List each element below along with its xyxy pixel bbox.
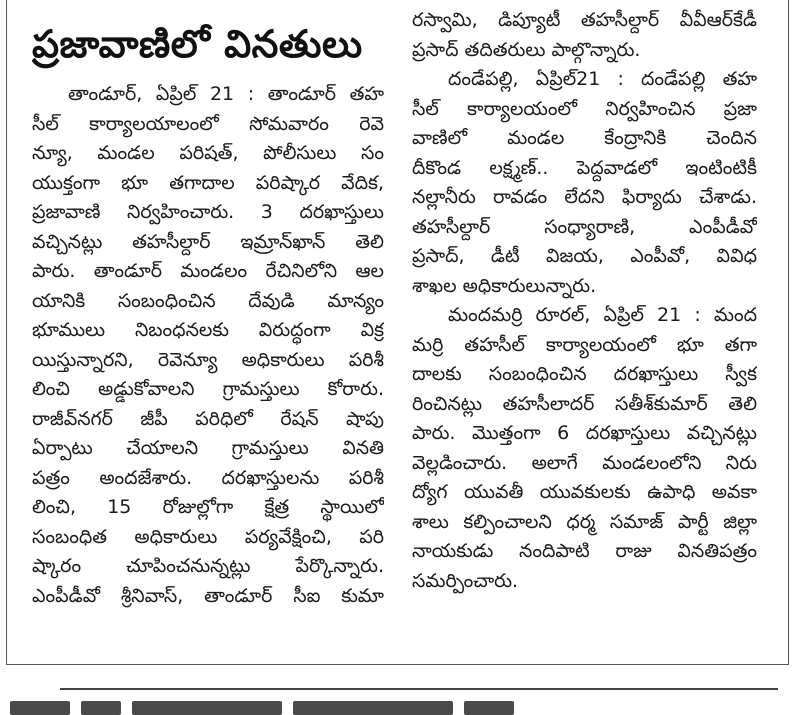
text-line: ప్రజావాణి నిర్వహించారు. 3 దరఖాస్తులు [32, 201, 384, 223]
text-line: న్యూ, మండల పరిషత్, పోలీసులు సం [32, 142, 384, 164]
cut-off-glyphs [293, 701, 453, 715]
cut-off-glyphs [10, 701, 70, 715]
cut-off-glyphs [132, 701, 282, 715]
section-divider [60, 688, 778, 690]
text-line: వచ్చినట్లు తహసీల్దార్ ఇమ్రాన్‌ఖాన్ తెలి [32, 230, 384, 253]
text-line: ప్రసాద్ తదితరులు పాల్గొన్నారు. [412, 38, 641, 61]
text-line: యిస్తున్నారని, రెవెన్యూ అధికారులు పరిశీ [32, 348, 384, 371]
text-line: సీల్ కార్యాలయాలంలో సోమవారం రెవె [32, 112, 384, 135]
left-column-text [32, 80, 384, 611]
text-line: తహసీల్దార్ సంధ్యారాణి, ఎంపీడీవో [412, 215, 757, 238]
left-column [32, 20, 384, 611]
text-line: సమర్పించారు. [412, 569, 519, 592]
text-line: దీకొండ లక్ష్మణ్.. పెద్దవాడలో ఇంటింటికీ [412, 156, 757, 179]
text-line: పత్రం అందజేశారు. దరఖాస్తులను పరిశీ [32, 466, 384, 489]
text-line: దాలకు సంబంధించిన దరఖాస్తులు స్వీక [412, 363, 757, 385]
text-line: శాఖల అధికారులున్నారు. [412, 274, 597, 297]
text-line: రించినట్లు తహసీలాదర్ సతీశ్‌కుమార్ తెలి [412, 392, 757, 415]
text-line: వాణిలో మండల కేంద్రానికి చెందిన [412, 127, 757, 149]
text-line: నల్లానీరు రావడం లేదని ఫిర్యాదు చేశాడు. [412, 186, 757, 208]
text-line: వెల్లడించారు. అలాగే మండలంలోని నిరు [412, 451, 757, 474]
text-line: పారు. తాండూర్ మండలం రేచినిలోని ఆల [32, 260, 384, 282]
text-line: ద్యోగ యువతీ యువకులకు ఉపాధి అవకా [412, 481, 757, 503]
text-line: యుక్తంగా భూ తగాదాల పరిష్కార వేదిక, [32, 171, 384, 194]
text-line: లించి, 15 రోజుల్లోగా క్షేత్ర స్థాయిలో [32, 496, 384, 518]
text-line: మందమర్రి రూరల్, ఏప్రిల్ 21 : మంద [448, 304, 757, 326]
text-line: దండేపల్లి, ఏప్రిల్21 : దండేపల్లి తహ [448, 68, 757, 90]
text-line: నాయకుడు నందిపాటి రాజు వినతిపత్రం [412, 540, 757, 562]
text-line: మర్రి తహసీల్ కార్యాలయంలో భూ తగా [412, 333, 757, 356]
text-line: ష్కారం చూపించనున్నట్లు పేర్కొన్నారు. [32, 555, 384, 577]
text-line: సీల్ కార్యాలయంలో నిర్వహించిన ప్రజా [412, 97, 757, 120]
right-column [412, 6, 757, 596]
text-line: యానికి సంబంధించిన దేవుడి మాన్యం [32, 289, 384, 312]
text-line: ఏర్పాటు చేయాలని గ్రామస్తులు వినతి [32, 437, 384, 459]
cut-off-glyphs [81, 701, 121, 715]
text-line: రాజీవ్‌నగర్ జీపీ పరిధిలో రేషన్ షాపు [32, 407, 384, 430]
text-line: సంబంధిత అధికారులు పర్యవేక్షించి, పరి [32, 525, 384, 548]
cut-off-glyphs [464, 701, 514, 715]
text-line: శాలు కల్పించాలని ధర్మ సమాజ్ పార్టీ జిల్లా [412, 510, 757, 533]
text-line: ఎంపీడీవో శ్రీనివాస్, తాండూర్ సీఐ కుమా [32, 584, 384, 607]
right-column-text [412, 6, 757, 596]
article-headline: ప్రజావాణిలో వినతులు [32, 22, 363, 66]
text-line: ప్రసాద్, డీటీ విజయ, ఎంపీవో, వివిధ [412, 245, 757, 267]
text-line: భూములు నిబంధనలకు విరుద్ధంగా విక్ర [32, 319, 384, 341]
next-headline-fragment [10, 700, 790, 715]
text-line: తాండూర్, ఏప్రిల్ 21 : తాండూర్ తహ [68, 83, 384, 105]
text-line: పారు. మొత్తంగా 6 దరఖాస్తులు వచ్చినట్లు [412, 422, 757, 444]
text-line: రస్వామి, డిప్యూటీ తహసీల్దార్ వీవీఆర్‌కేడీ [412, 9, 757, 31]
text-line: లించి అడ్డుకోవాలని గ్రామస్తులు కోరారు. [32, 378, 384, 400]
